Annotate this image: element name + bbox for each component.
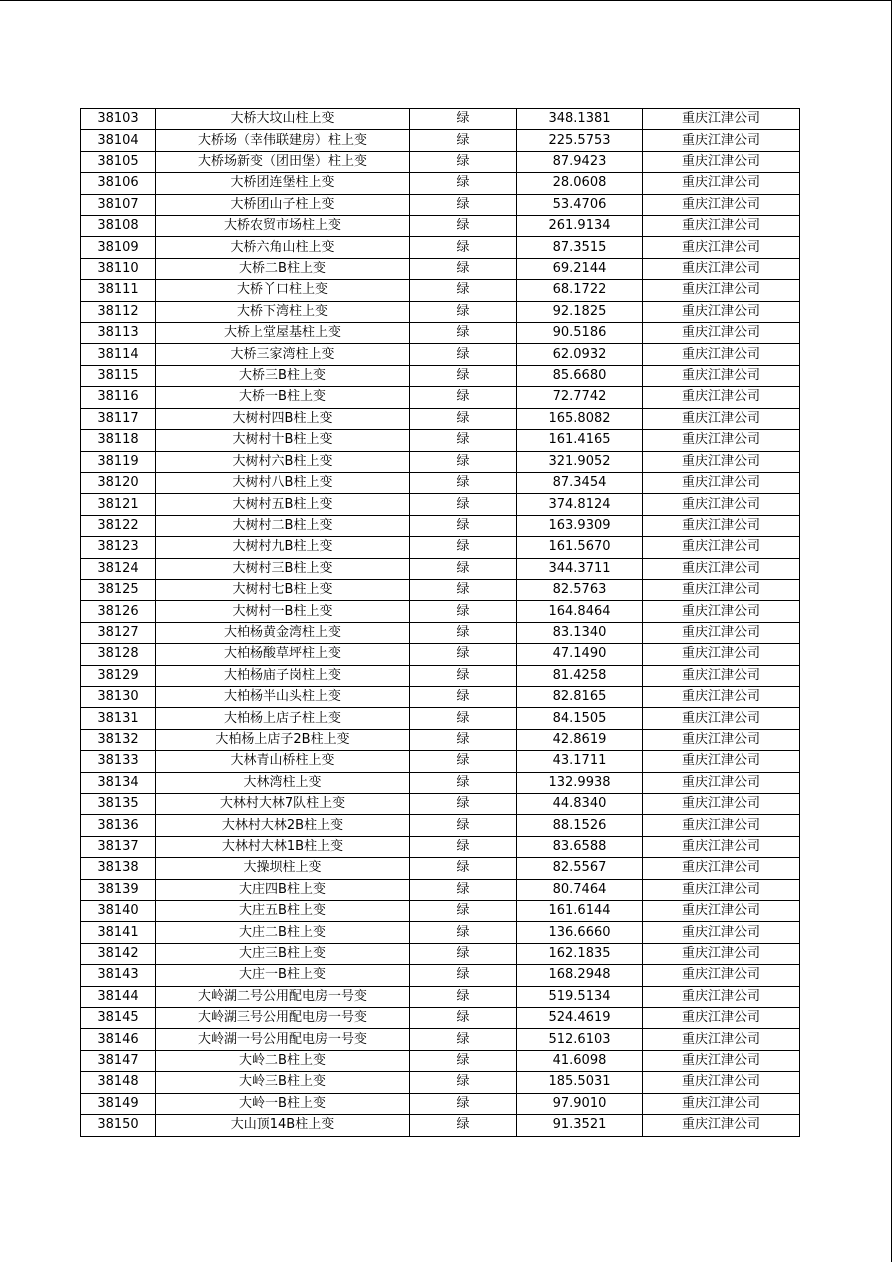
cell-company: 重庆江津公司 bbox=[643, 258, 800, 279]
table-row bbox=[81, 686, 800, 707]
table-row bbox=[81, 644, 800, 665]
cell-company: 重庆江津公司 bbox=[643, 965, 800, 986]
cell-company: 重庆江津公司 bbox=[643, 751, 800, 772]
cell-value: 374.8124 bbox=[517, 494, 643, 515]
cell-color: 绿 bbox=[410, 579, 517, 600]
cell-name: 大树村九B柱上变 bbox=[156, 537, 410, 558]
cell-color: 绿 bbox=[410, 365, 517, 386]
cell-id: 38147 bbox=[81, 1050, 156, 1071]
cell-color: 绿 bbox=[410, 901, 517, 922]
cell-color: 绿 bbox=[410, 622, 517, 643]
table-row bbox=[81, 344, 800, 365]
cell-company: 重庆江津公司 bbox=[643, 216, 800, 237]
cell-color: 绿 bbox=[410, 258, 517, 279]
table-row bbox=[81, 858, 800, 879]
cell-color: 绿 bbox=[410, 430, 517, 451]
cell-color: 绿 bbox=[410, 708, 517, 729]
cell-color: 绿 bbox=[410, 494, 517, 515]
cell-id: 38107 bbox=[81, 194, 156, 215]
cell-value: 164.8464 bbox=[517, 601, 643, 622]
cell-name: 大桥丫口柱上变 bbox=[156, 280, 410, 301]
cell-name: 大桥大坟山柱上变 bbox=[156, 109, 410, 130]
table-row bbox=[81, 772, 800, 793]
cell-id: 38137 bbox=[81, 836, 156, 857]
cell-company: 重庆江津公司 bbox=[643, 109, 800, 130]
cell-color: 绿 bbox=[410, 1050, 517, 1071]
cell-name: 大庄五B柱上变 bbox=[156, 901, 410, 922]
cell-company: 重庆江津公司 bbox=[643, 794, 800, 815]
table-row bbox=[81, 301, 800, 322]
cell-company: 重庆江津公司 bbox=[643, 858, 800, 879]
cell-company: 重庆江津公司 bbox=[643, 1093, 800, 1114]
data-table-container bbox=[80, 108, 800, 1137]
cell-value: 41.6098 bbox=[517, 1050, 643, 1071]
cell-company: 重庆江津公司 bbox=[643, 344, 800, 365]
cell-name: 大树村十B柱上变 bbox=[156, 430, 410, 451]
cell-color: 绿 bbox=[410, 601, 517, 622]
cell-company: 重庆江津公司 bbox=[643, 1115, 800, 1136]
cell-color: 绿 bbox=[410, 537, 517, 558]
cell-name: 大柏杨半山头柱上变 bbox=[156, 686, 410, 707]
cell-value: 28.0608 bbox=[517, 173, 643, 194]
table-row bbox=[81, 1050, 800, 1071]
cell-company: 重庆江津公司 bbox=[643, 601, 800, 622]
table-row bbox=[81, 836, 800, 857]
cell-value: 512.6103 bbox=[517, 1029, 643, 1050]
cell-company: 重庆江津公司 bbox=[643, 387, 800, 408]
cell-color: 绿 bbox=[410, 451, 517, 472]
cell-color: 绿 bbox=[410, 344, 517, 365]
cell-id: 38106 bbox=[81, 173, 156, 194]
cell-color: 绿 bbox=[410, 943, 517, 964]
cell-color: 绿 bbox=[410, 280, 517, 301]
cell-id: 38108 bbox=[81, 216, 156, 237]
table-row bbox=[81, 258, 800, 279]
cell-name: 大柏杨庙子岗柱上变 bbox=[156, 665, 410, 686]
cell-company: 重庆江津公司 bbox=[643, 194, 800, 215]
table-row bbox=[81, 515, 800, 536]
table-row bbox=[81, 1072, 800, 1093]
cell-company: 重庆江津公司 bbox=[643, 301, 800, 322]
table-row bbox=[81, 494, 800, 515]
cell-value: 72.7742 bbox=[517, 387, 643, 408]
cell-company: 重庆江津公司 bbox=[643, 515, 800, 536]
cell-value: 84.1505 bbox=[517, 708, 643, 729]
cell-value: 53.4706 bbox=[517, 194, 643, 215]
table-row bbox=[81, 173, 800, 194]
table-row bbox=[81, 794, 800, 815]
cell-value: 348.1381 bbox=[517, 109, 643, 130]
cell-id: 38114 bbox=[81, 344, 156, 365]
cell-company: 重庆江津公司 bbox=[643, 815, 800, 836]
cell-company: 重庆江津公司 bbox=[643, 879, 800, 900]
cell-company: 重庆江津公司 bbox=[643, 686, 800, 707]
table-row bbox=[81, 1115, 800, 1136]
cell-color: 绿 bbox=[410, 558, 517, 579]
cell-id: 38124 bbox=[81, 558, 156, 579]
cell-value: 87.3454 bbox=[517, 472, 643, 493]
cell-color: 绿 bbox=[410, 644, 517, 665]
cell-name: 大岭湖一号公用配电房一号变 bbox=[156, 1029, 410, 1050]
table-row bbox=[81, 109, 800, 130]
cell-value: 88.1526 bbox=[517, 815, 643, 836]
cell-id: 38129 bbox=[81, 665, 156, 686]
cell-name: 大树村一B柱上变 bbox=[156, 601, 410, 622]
cell-color: 绿 bbox=[410, 323, 517, 344]
cell-color: 绿 bbox=[410, 686, 517, 707]
cell-value: 321.9052 bbox=[517, 451, 643, 472]
cell-value: 136.6660 bbox=[517, 922, 643, 943]
cell-company: 重庆江津公司 bbox=[643, 130, 800, 151]
table-row bbox=[81, 708, 800, 729]
cell-value: 163.9309 bbox=[517, 515, 643, 536]
cell-value: 97.9010 bbox=[517, 1093, 643, 1114]
cell-company: 重庆江津公司 bbox=[643, 644, 800, 665]
cell-value: 90.5186 bbox=[517, 323, 643, 344]
cell-name: 大庄一B柱上变 bbox=[156, 965, 410, 986]
cell-name: 大林村大林1B柱上变 bbox=[156, 836, 410, 857]
cell-color: 绿 bbox=[410, 879, 517, 900]
cell-name: 大桥三家湾柱上变 bbox=[156, 344, 410, 365]
cell-value: 82.8165 bbox=[517, 686, 643, 707]
cell-company: 重庆江津公司 bbox=[643, 151, 800, 172]
cell-name: 大岭湖二号公用配电房一号变 bbox=[156, 986, 410, 1007]
cell-company: 重庆江津公司 bbox=[643, 537, 800, 558]
cell-value: 92.1825 bbox=[517, 301, 643, 322]
cell-color: 绿 bbox=[410, 1072, 517, 1093]
table-row bbox=[81, 601, 800, 622]
cell-company: 重庆江津公司 bbox=[643, 472, 800, 493]
cell-color: 绿 bbox=[410, 922, 517, 943]
cell-color: 绿 bbox=[410, 130, 517, 151]
table-row bbox=[81, 537, 800, 558]
cell-id: 38138 bbox=[81, 858, 156, 879]
cell-company: 重庆江津公司 bbox=[643, 494, 800, 515]
cell-name: 大庄二B柱上变 bbox=[156, 922, 410, 943]
cell-value: 185.5031 bbox=[517, 1072, 643, 1093]
cell-color: 绿 bbox=[410, 173, 517, 194]
cell-company: 重庆江津公司 bbox=[643, 1029, 800, 1050]
table-row bbox=[81, 130, 800, 151]
cell-company: 重庆江津公司 bbox=[643, 579, 800, 600]
cell-name: 大柏杨酸草坪柱上变 bbox=[156, 644, 410, 665]
table-row bbox=[81, 1093, 800, 1114]
cell-name: 大树村七B柱上变 bbox=[156, 579, 410, 600]
cell-id: 38123 bbox=[81, 537, 156, 558]
cell-color: 绿 bbox=[410, 965, 517, 986]
table-row bbox=[81, 622, 800, 643]
table-row bbox=[81, 408, 800, 429]
cell-color: 绿 bbox=[410, 815, 517, 836]
table-row bbox=[81, 194, 800, 215]
cell-id: 38104 bbox=[81, 130, 156, 151]
cell-id: 38118 bbox=[81, 430, 156, 451]
cell-value: 91.3521 bbox=[517, 1115, 643, 1136]
cell-value: 42.8619 bbox=[517, 729, 643, 750]
cell-color: 绿 bbox=[410, 301, 517, 322]
cell-id: 38119 bbox=[81, 451, 156, 472]
cell-name: 大柏杨上店子2B柱上变 bbox=[156, 729, 410, 750]
cell-color: 绿 bbox=[410, 1029, 517, 1050]
cell-name: 大桥农贸市场柱上变 bbox=[156, 216, 410, 237]
cell-company: 重庆江津公司 bbox=[643, 173, 800, 194]
cell-value: 519.5134 bbox=[517, 986, 643, 1007]
cell-color: 绿 bbox=[410, 109, 517, 130]
cell-color: 绿 bbox=[410, 858, 517, 879]
cell-name: 大庄四B柱上变 bbox=[156, 879, 410, 900]
cell-value: 82.5567 bbox=[517, 858, 643, 879]
cell-id: 38150 bbox=[81, 1115, 156, 1136]
cell-value: 44.8340 bbox=[517, 794, 643, 815]
table-row bbox=[81, 751, 800, 772]
cell-id: 38134 bbox=[81, 772, 156, 793]
table-row bbox=[81, 472, 800, 493]
cell-name: 大桥六角山柱上变 bbox=[156, 237, 410, 258]
cell-color: 绿 bbox=[410, 986, 517, 1007]
cell-company: 重庆江津公司 bbox=[643, 408, 800, 429]
table-row bbox=[81, 237, 800, 258]
table-row bbox=[81, 280, 800, 301]
cell-name: 大树村三B柱上变 bbox=[156, 558, 410, 579]
cell-value: 81.4258 bbox=[517, 665, 643, 686]
cell-value: 69.2144 bbox=[517, 258, 643, 279]
cell-value: 62.0932 bbox=[517, 344, 643, 365]
cell-id: 38109 bbox=[81, 237, 156, 258]
cell-name: 大林湾柱上变 bbox=[156, 772, 410, 793]
cell-company: 重庆江津公司 bbox=[643, 772, 800, 793]
cell-id: 38116 bbox=[81, 387, 156, 408]
cell-id: 38140 bbox=[81, 901, 156, 922]
cell-company: 重庆江津公司 bbox=[643, 1072, 800, 1093]
cell-name: 大林青山桥柱上变 bbox=[156, 751, 410, 772]
cell-name: 大桥三B柱上变 bbox=[156, 365, 410, 386]
table-row bbox=[81, 879, 800, 900]
cell-value: 87.3515 bbox=[517, 237, 643, 258]
cell-id: 38110 bbox=[81, 258, 156, 279]
cell-name: 大岭一B柱上变 bbox=[156, 1093, 410, 1114]
table-row bbox=[81, 387, 800, 408]
cell-name: 大柏杨黄金湾柱上变 bbox=[156, 622, 410, 643]
cell-color: 绿 bbox=[410, 194, 517, 215]
cell-value: 524.4619 bbox=[517, 1008, 643, 1029]
cell-name: 大岭湖三号公用配电房一号变 bbox=[156, 1008, 410, 1029]
cell-color: 绿 bbox=[410, 408, 517, 429]
cell-company: 重庆江津公司 bbox=[643, 729, 800, 750]
transformer-data-table bbox=[80, 108, 800, 1137]
cell-id: 38126 bbox=[81, 601, 156, 622]
cell-company: 重庆江津公司 bbox=[643, 901, 800, 922]
cell-color: 绿 bbox=[410, 472, 517, 493]
cell-id: 38145 bbox=[81, 1008, 156, 1029]
table-row bbox=[81, 558, 800, 579]
cell-name: 大山顶14B柱上变 bbox=[156, 1115, 410, 1136]
cell-name: 大桥团连堡柱上变 bbox=[156, 173, 410, 194]
cell-id: 38143 bbox=[81, 965, 156, 986]
cell-color: 绿 bbox=[410, 665, 517, 686]
cell-id: 38146 bbox=[81, 1029, 156, 1050]
cell-name: 大操坝柱上变 bbox=[156, 858, 410, 879]
cell-company: 重庆江津公司 bbox=[643, 451, 800, 472]
table-row bbox=[81, 943, 800, 964]
cell-id: 38113 bbox=[81, 323, 156, 344]
cell-value: 83.1340 bbox=[517, 622, 643, 643]
cell-value: 87.9423 bbox=[517, 151, 643, 172]
cell-name: 大桥上堂屋基柱上变 bbox=[156, 323, 410, 344]
cell-company: 重庆江津公司 bbox=[643, 1008, 800, 1029]
cell-color: 绿 bbox=[410, 515, 517, 536]
cell-id: 38121 bbox=[81, 494, 156, 515]
cell-value: 43.1711 bbox=[517, 751, 643, 772]
cell-value: 225.5753 bbox=[517, 130, 643, 151]
cell-name: 大树村八B柱上变 bbox=[156, 472, 410, 493]
cell-color: 绿 bbox=[410, 237, 517, 258]
cell-value: 161.6144 bbox=[517, 901, 643, 922]
table-row bbox=[81, 323, 800, 344]
cell-name: 大树村四B柱上变 bbox=[156, 408, 410, 429]
cell-value: 47.1490 bbox=[517, 644, 643, 665]
table-row bbox=[81, 430, 800, 451]
cell-id: 38139 bbox=[81, 879, 156, 900]
cell-id: 38128 bbox=[81, 644, 156, 665]
cell-company: 重庆江津公司 bbox=[643, 323, 800, 344]
cell-id: 38135 bbox=[81, 794, 156, 815]
cell-id: 38117 bbox=[81, 408, 156, 429]
cell-value: 161.4165 bbox=[517, 430, 643, 451]
cell-color: 绿 bbox=[410, 794, 517, 815]
table-row bbox=[81, 1029, 800, 1050]
cell-company: 重庆江津公司 bbox=[643, 943, 800, 964]
cell-name: 大岭三B柱上变 bbox=[156, 1072, 410, 1093]
cell-company: 重庆江津公司 bbox=[643, 430, 800, 451]
table-row bbox=[81, 151, 800, 172]
cell-color: 绿 bbox=[410, 751, 517, 772]
cell-color: 绿 bbox=[410, 387, 517, 408]
cell-name: 大庄三B柱上变 bbox=[156, 943, 410, 964]
cell-value: 83.6588 bbox=[517, 836, 643, 857]
cell-id: 38127 bbox=[81, 622, 156, 643]
cell-value: 165.8082 bbox=[517, 408, 643, 429]
table-row bbox=[81, 216, 800, 237]
cell-value: 161.5670 bbox=[517, 537, 643, 558]
cell-name: 大岭二B柱上变 bbox=[156, 1050, 410, 1071]
cell-id: 38111 bbox=[81, 280, 156, 301]
cell-company: 重庆江津公司 bbox=[643, 922, 800, 943]
cell-value: 68.1722 bbox=[517, 280, 643, 301]
cell-value: 82.5763 bbox=[517, 579, 643, 600]
cell-value: 168.2948 bbox=[517, 965, 643, 986]
table-body bbox=[81, 109, 800, 1137]
cell-id: 38103 bbox=[81, 109, 156, 130]
cell-color: 绿 bbox=[410, 1008, 517, 1029]
cell-name: 大桥场（幸伟联建房）柱上变 bbox=[156, 130, 410, 151]
cell-name: 大柏杨上店子柱上变 bbox=[156, 708, 410, 729]
cell-color: 绿 bbox=[410, 836, 517, 857]
cell-color: 绿 bbox=[410, 729, 517, 750]
cell-color: 绿 bbox=[410, 772, 517, 793]
cell-company: 重庆江津公司 bbox=[643, 665, 800, 686]
cell-company: 重庆江津公司 bbox=[643, 237, 800, 258]
cell-company: 重庆江津公司 bbox=[643, 558, 800, 579]
cell-value: 85.6680 bbox=[517, 365, 643, 386]
table-row bbox=[81, 815, 800, 836]
cell-id: 38149 bbox=[81, 1093, 156, 1114]
cell-value: 261.9134 bbox=[517, 216, 643, 237]
cell-name: 大桥下湾柱上变 bbox=[156, 301, 410, 322]
cell-name: 大桥场新变（团田堡）柱上变 bbox=[156, 151, 410, 172]
cell-company: 重庆江津公司 bbox=[643, 986, 800, 1007]
cell-name: 大桥一B柱上变 bbox=[156, 387, 410, 408]
cell-company: 重庆江津公司 bbox=[643, 708, 800, 729]
cell-name: 大树村二B柱上变 bbox=[156, 515, 410, 536]
cell-company: 重庆江津公司 bbox=[643, 1050, 800, 1071]
table-row bbox=[81, 1008, 800, 1029]
cell-name: 大林村大林7队柱上变 bbox=[156, 794, 410, 815]
cell-id: 38132 bbox=[81, 729, 156, 750]
cell-name: 大树村六B柱上变 bbox=[156, 451, 410, 472]
cell-company: 重庆江津公司 bbox=[643, 365, 800, 386]
table-row bbox=[81, 729, 800, 750]
cell-company: 重庆江津公司 bbox=[643, 836, 800, 857]
cell-value: 162.1835 bbox=[517, 943, 643, 964]
cell-company: 重庆江津公司 bbox=[643, 622, 800, 643]
cell-id: 38122 bbox=[81, 515, 156, 536]
table-row bbox=[81, 579, 800, 600]
cell-id: 38144 bbox=[81, 986, 156, 1007]
table-row bbox=[81, 965, 800, 986]
cell-color: 绿 bbox=[410, 216, 517, 237]
table-row bbox=[81, 986, 800, 1007]
cell-id: 38141 bbox=[81, 922, 156, 943]
table-row bbox=[81, 365, 800, 386]
cell-color: 绿 bbox=[410, 1093, 517, 1114]
cell-name: 大桥团山子柱上变 bbox=[156, 194, 410, 215]
cell-id: 38131 bbox=[81, 708, 156, 729]
cell-color: 绿 bbox=[410, 1115, 517, 1136]
cell-id: 38120 bbox=[81, 472, 156, 493]
cell-name: 大林村大林2B柱上变 bbox=[156, 815, 410, 836]
cell-id: 38125 bbox=[81, 579, 156, 600]
cell-id: 38142 bbox=[81, 943, 156, 964]
cell-name: 大桥二B柱上变 bbox=[156, 258, 410, 279]
cell-id: 38148 bbox=[81, 1072, 156, 1093]
table-row bbox=[81, 665, 800, 686]
table-row bbox=[81, 922, 800, 943]
cell-value: 80.7464 bbox=[517, 879, 643, 900]
cell-id: 38112 bbox=[81, 301, 156, 322]
cell-id: 38133 bbox=[81, 751, 156, 772]
cell-color: 绿 bbox=[410, 151, 517, 172]
cell-name: 大树村五B柱上变 bbox=[156, 494, 410, 515]
cell-id: 38130 bbox=[81, 686, 156, 707]
table-row bbox=[81, 901, 800, 922]
cell-id: 38105 bbox=[81, 151, 156, 172]
cell-value: 132.9938 bbox=[517, 772, 643, 793]
cell-id: 38136 bbox=[81, 815, 156, 836]
cell-id: 38115 bbox=[81, 365, 156, 386]
table-row bbox=[81, 451, 800, 472]
cell-company: 重庆江津公司 bbox=[643, 280, 800, 301]
page-top-border bbox=[0, 0, 892, 1]
cell-value: 344.3711 bbox=[517, 558, 643, 579]
